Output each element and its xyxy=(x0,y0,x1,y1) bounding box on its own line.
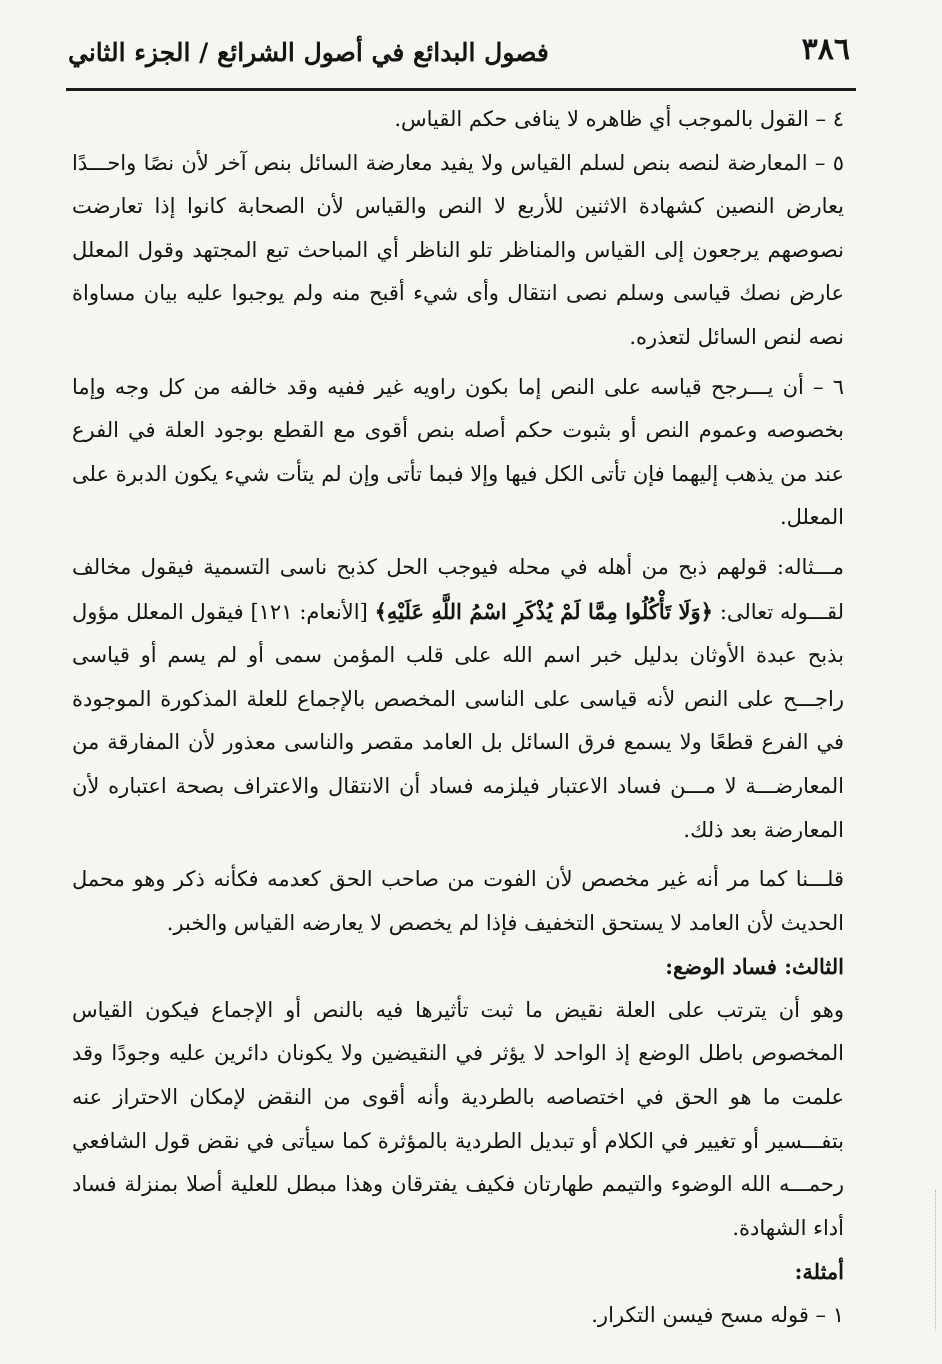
example-1: ١ – قوله مسح فيسن التكرار. xyxy=(591,1303,844,1328)
section-heading: الثالث: فساد الوضع: xyxy=(665,954,844,980)
examples-heading: أمثلة: xyxy=(794,1259,844,1285)
example-intro: مـــثاله: قولهم ذبح من أهله في محله فيوجب الحل كذبح ناسى التسمية فيقول مخالف لقـــوله تعالى: xyxy=(72,554,844,624)
example-rest: فيقول المعلل مؤول بذبح عبدة الأوثان بدليل خبر اسم الله على قلب المؤمن سمى أو لم يسم أو قياسى راجـــح على النص لأنه قياسى على الناسى المخصص بالإجماع للعلة المذكورة الموجودة في الفرع قطعًا ولا يسمع فرق السائل بل العامد مقصر والناسى معذور لأن المفارقة من المعارضـــة لا مـــن فساد الاعتبار فيلزمه فساد أن الانتقال والاعتراف بصحة اعتباره لأن المعارضة بعد ذلك. xyxy=(72,599,844,842)
scan-edge-mark xyxy=(921,1190,936,1330)
page-number: ٣٨٦ xyxy=(801,32,850,67)
page-header xyxy=(66,30,856,86)
item-5: ٥ – المعارضة لنصه بنص لسلم القياس ولا يفيد معارضة السائل بنص آخر لأن نصًا واحـــدًا يعارض النصين كشهادة الاثنين للأربع لا النص والقياس لأن الصحابة كانوا إذا تعارضت نصوصهم يرجعون إلى القياس والمناظر تلو الناظر أي المباحث تبع المجتهد وقول المعلل عارض نصك قياسى وسلم نصى انتقال وأى شيء أقبح منه ولم يوجبوا عليه بيان مساواة نصه لنص السائل لتعذره. xyxy=(72,150,844,349)
reply-paragraph: قلـــنا كما مر أنه غير مخصص لأن الفوت من صاحب الحق كعدمه فكأنه ذكر وهو محمل الحديث لأن العامد لا يستحق التخفيف فإذا لم يخصص لا يعارضه القياس والخبر. xyxy=(72,867,844,935)
example-paragraph xyxy=(72,546,844,852)
quran-reference: [الأنعام: ١٢١] xyxy=(250,599,368,624)
item-4: ٤ – القول بالموجب أي ظاهره لا ينافى حكم القياس. xyxy=(394,107,844,131)
quran-verse: ﴿وَلَا تَأْكُلُوا مِمَّا لَمْ يُذْكَرِ اسْمُ اللَّهِ عَلَيْهِ﴾ xyxy=(374,598,713,624)
section-text: وهو أن يترتب على العلة نقيض ما ثبت تأثيرها فيه بالنص أو الإجماع فيكون القياس المخصوص باطل الوضع إذ الواحد لا يؤثر في النقيضين ولا يكونان دائرين عليه وجودًا وقد علمت ما هو الحق في اختصاصه بالطردية وأنه أقوى من النقض لإمكان الاحتراز عنه بتفـــسير أو تغيير في الكلام أو تبديل الطردية بالمؤثرة كما سيأتى في نقض قول الشافعي رحمـــه الله الوضوء والتيمم طهارتان فكيف يفترقان وهذا مبطل للعلية أصلا بمنزلة فساد أداء الشهادة. xyxy=(72,997,844,1240)
item-6: ٦ – أن يـــرجح قياسه على النص إما بكون راويه غير ففيه وقد خالفه من كل وجه وإما بخصوصه وعموم النص أو بثبوت حكم أصله بنص أقوى مع القطع بوجود العلة في الفرع عند من يذهب إليهما فإن تأتى الكل فيها وإلا فبما تأتى وإن لم يتأت شيء يكون الدبرة على المعلل. xyxy=(72,374,844,530)
header-rule xyxy=(66,88,856,91)
running-title: فصول البدائع في أصول الشرائع / الجزء الثاني xyxy=(68,38,549,67)
page-body xyxy=(72,98,844,1338)
